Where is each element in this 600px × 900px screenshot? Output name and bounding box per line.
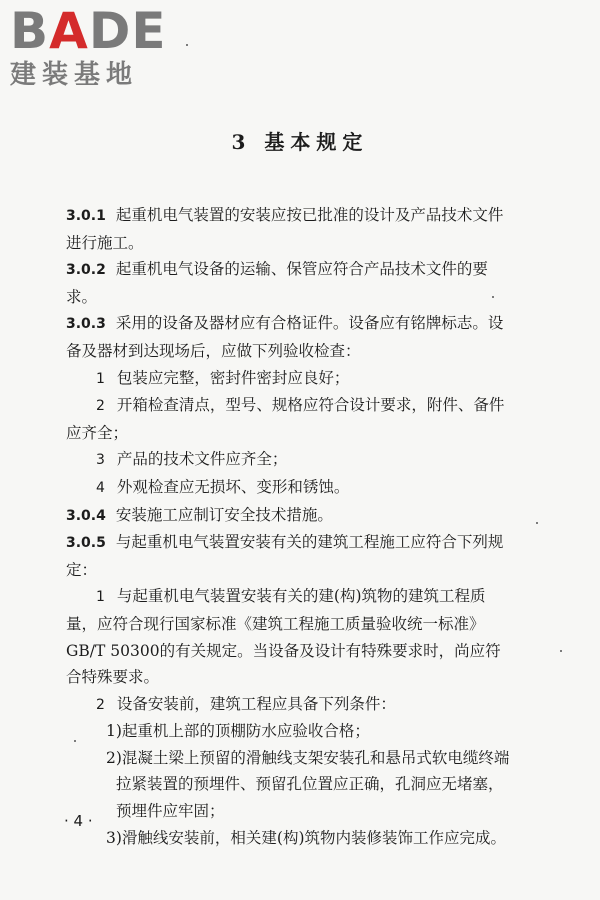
clause-3-0-5: [66, 529, 516, 583]
clause-number: 3.0.3: [66, 316, 106, 333]
watermark-logo: [10, 2, 185, 97]
clause-number: 3.0.4: [66, 507, 106, 524]
list-item: 2 设备安装前，建筑工程应具备下列条件：: [96, 694, 396, 713]
scan-speck: [186, 44, 188, 46]
clause-text: 起重机电气设备的运输、保管应符合产品技术文件的要求。: [66, 260, 488, 306]
list-item: 4 外观检查应无损坏、变形和锈蚀。: [96, 477, 350, 496]
clause-number: 3.0.5: [66, 535, 106, 552]
sub-list-item: 1)起重机上部的顶棚防水应验收合格；: [106, 722, 370, 741]
clause-number: 3.0.2: [66, 262, 106, 279]
sub-list-item: 3)滑触线安装前，相关建(构)筑物内装修装饰工作应完成。: [106, 828, 507, 847]
list-item: 2 开箱检查清点，型号、规格应符合设计要求，附件、备件应齐全；: [66, 396, 505, 442]
logo-mark: BADE: [10, 2, 167, 60]
clause-3-0-3: [66, 310, 516, 364]
scan-speck: [74, 740, 76, 742]
page-number: · 4 ·: [64, 812, 93, 830]
clause-3-0-4: [66, 502, 516, 530]
clause-text: 起重机电气装置的安装应按已批准的设计及产品技术文件进行施工。: [66, 206, 504, 252]
clause-text: 与起重机电气装置安装有关的建筑工程施工应符合下列规定：: [66, 533, 504, 579]
sub-list-item: 2)混凝土梁上预留的滑触线支架安装孔和悬吊式软电缆终端拉紧装置的预埋件、预留孔位置应正确，孔洞应无堵塞，预埋件应牢固；: [106, 748, 510, 821]
clause-3-0-2: [66, 256, 516, 310]
logo-subtitle: 建装基地: [10, 60, 139, 90]
chapter-title: 3 基本规定: [231, 130, 369, 154]
list-item: 3 产品的技术文件应齐全；: [96, 450, 288, 469]
list-item: 1 包装应完整，密封件密封应良好；: [96, 368, 350, 387]
scan-speck: [560, 650, 562, 652]
clause-text: 采用的设备及器材应有合格证件。设备应有铭牌标志。设备及器材到达现场后，应做下列验收检查：: [66, 314, 504, 360]
list-item: 1 与起重机电气装置安装有关的建(构)筑物的建筑工程质量，应符合现行国家标准《建筑工程施工质量验收统一标准》GB/T 50300的有关规定。当设备及设计有特殊要求时，尚应符合特殊要求。: [66, 587, 501, 687]
document-body: [66, 202, 516, 851]
clause-number: 3.0.1: [66, 208, 106, 224]
scan-speck: [492, 296, 494, 298]
clause-text: 安装施工应制订安全技术措施。: [115, 505, 333, 524]
scan-speck: [536, 522, 538, 524]
clause-3-0-1: [66, 202, 516, 256]
